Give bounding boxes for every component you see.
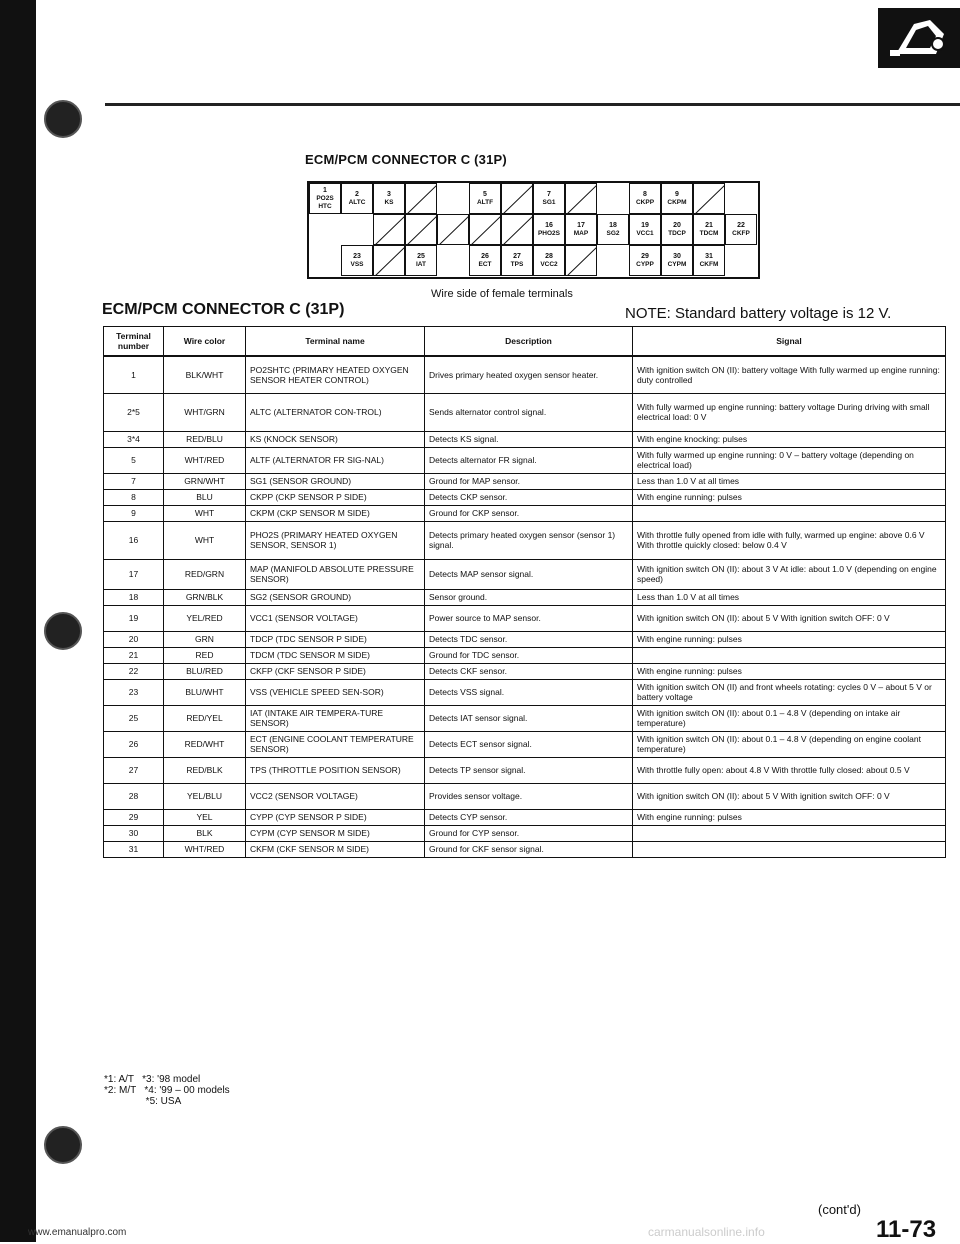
source-url: www.emanualpro.com	[28, 1227, 127, 1238]
table-row	[104, 393, 946, 431]
connector-pin	[693, 214, 725, 245]
empty-cavity	[501, 183, 533, 214]
pin-number: 27	[513, 252, 521, 260]
connector-pin	[309, 183, 341, 214]
pin-number: 5	[483, 190, 487, 198]
description-cell: Detects VSS signal.	[425, 679, 633, 705]
wire-color-cell: BLU/WHT	[164, 679, 246, 705]
wire-color-cell: YEL/RED	[164, 605, 246, 631]
connector-pin	[725, 214, 757, 245]
wire-color-cell: WHT	[164, 521, 246, 559]
description-cell: Detects CKP sensor.	[425, 489, 633, 505]
terminal-name-cell: CKFM (CKF SENSOR M SIDE)	[246, 841, 425, 857]
table-header-row	[104, 327, 946, 357]
table-row	[104, 489, 946, 505]
description-cell: Provides sensor voltage.	[425, 783, 633, 809]
signal-cell: With engine running: pulses	[633, 663, 946, 679]
wire-color-cell: BLK/WHT	[164, 356, 246, 393]
binding-edge	[0, 0, 36, 1242]
empty-cavity	[405, 183, 437, 214]
terminal-number-cell: 27	[104, 757, 164, 783]
table-row	[104, 705, 946, 731]
terminal-number-cell: 26	[104, 731, 164, 757]
pin-number: 9	[675, 190, 679, 198]
terminal-name-cell: ALTC (ALTERNATOR CON-TROL)	[246, 393, 425, 431]
terminal-table	[103, 326, 946, 858]
connector-pin	[341, 183, 373, 214]
empty-cavity	[373, 245, 405, 276]
table-row	[104, 647, 946, 663]
description-cell: Ground for TDC sensor.	[425, 647, 633, 663]
table-row	[104, 589, 946, 605]
watermark: carmanualsonline.info	[648, 1225, 765, 1239]
pin-label: PHO2S	[537, 229, 561, 237]
empty-cavity	[501, 214, 533, 245]
pin-label: MAP	[573, 229, 589, 237]
terminal-name-cell: CKFP (CKF SENSOR P SIDE)	[246, 663, 425, 679]
wire-color-cell: RED/BLU	[164, 431, 246, 447]
terminal-number-cell: 30	[104, 825, 164, 841]
page-number: 11-73	[876, 1216, 937, 1243]
signal-cell: With ignition switch ON (II) and front wheels rotating: cycles 0 V – about 5 V or battery voltage	[633, 679, 946, 705]
header-terminal-name: Terminal name	[246, 327, 425, 357]
signal-cell: With ignition switch ON (II): about 3 V At idle: about 1.0 V (depending on engine speed)	[633, 559, 946, 589]
header-wire-color: Wire color	[164, 327, 246, 357]
description-cell: Detects KS signal.	[425, 431, 633, 447]
punch-hole	[44, 1126, 82, 1164]
wire-color-cell: BLU/RED	[164, 663, 246, 679]
header-signal: Signal	[633, 327, 946, 357]
description-cell: Detects CYP sensor.	[425, 809, 633, 825]
wire-color-cell: WHT	[164, 505, 246, 521]
pin-number: 7	[547, 190, 551, 198]
wire-color-cell: RED/BLK	[164, 757, 246, 783]
signal-cell: With engine running: pulses	[633, 631, 946, 647]
terminal-name-cell: SG1 (SENSOR GROUND)	[246, 473, 425, 489]
pin-label: CKFM	[699, 260, 719, 268]
wire-color-cell: RED	[164, 647, 246, 663]
terminal-number-cell: 29	[104, 809, 164, 825]
table-row	[104, 783, 946, 809]
connector-pin	[533, 183, 565, 214]
footnote-line: *1: A/T *3: '98 model	[104, 1074, 201, 1085]
table-row	[104, 356, 946, 393]
pin-label: CYPP	[636, 260, 654, 268]
terminal-number-cell: 28	[104, 783, 164, 809]
table-row	[104, 825, 946, 841]
terminal-name-cell: PO2SHTC (PRIMARY HEATED OXYGEN SENSOR HEATER CONTROL)	[246, 356, 425, 393]
terminal-name-cell: VSS (VEHICLE SPEED SEN-SOR)	[246, 679, 425, 705]
pin-number: 28	[545, 252, 553, 260]
connector-title: ECM/PCM CONNECTOR C (31P)	[305, 152, 507, 167]
description-cell: Detects MAP sensor signal.	[425, 559, 633, 589]
signal-cell	[633, 647, 946, 663]
wire-color-cell: YEL	[164, 809, 246, 825]
pin-label: ALTC	[348, 198, 366, 206]
pin-number: 18	[609, 221, 617, 229]
wire-color-cell: WHT/RED	[164, 447, 246, 473]
terminal-name-cell: PHO2S (PRIMARY HEATED OXYGEN SENSOR, SENSOR 1)	[246, 521, 425, 559]
table-row	[104, 605, 946, 631]
description-cell: Detects primary heated oxygen sensor (sensor 1) signal.	[425, 521, 633, 559]
signal-cell: With ignition switch ON (II): about 5 V With ignition switch OFF: 0 V	[633, 783, 946, 809]
signal-cell: With ignition switch ON (II): about 0.1 – 4.8 V (depending on intake air temperature)	[633, 705, 946, 731]
pin-label: VCC2	[540, 260, 558, 268]
pin-number: 29	[641, 252, 649, 260]
empty-cavity	[405, 214, 437, 245]
connector-pin	[341, 245, 373, 276]
table-row	[104, 505, 946, 521]
description-cell: Ground for CKF sensor signal.	[425, 841, 633, 857]
terminal-name-cell: TDCP (TDC SENSOR P SIDE)	[246, 631, 425, 647]
empty-cavity	[437, 214, 469, 245]
table-row	[104, 679, 946, 705]
connector-pin	[501, 245, 533, 276]
pin-label: KS	[384, 198, 394, 206]
description-cell: Sends alternator control signal.	[425, 393, 633, 431]
empty-cavity	[373, 214, 405, 245]
empty-cavity	[469, 214, 501, 245]
continued-label: (cont'd)	[818, 1202, 861, 1217]
table-row	[104, 431, 946, 447]
pin-label: CKFP	[732, 229, 750, 237]
table-row	[104, 559, 946, 589]
signal-cell: Less than 1.0 V at all times	[633, 589, 946, 605]
table-row	[104, 663, 946, 679]
pin-label: TPS	[510, 260, 524, 268]
description-cell: Sensor ground.	[425, 589, 633, 605]
terminal-name-cell: TPS (THROTTLE POSITION SENSOR)	[246, 757, 425, 783]
table-row	[104, 731, 946, 757]
connector-pin	[629, 183, 661, 214]
pin-label: VSS	[350, 260, 364, 268]
empty-cavity	[693, 183, 725, 214]
wire-side-caption: Wire side of female terminals	[431, 288, 573, 300]
table-row	[104, 841, 946, 857]
engine-icon	[886, 14, 952, 62]
description-cell: Drives primary heated oxygen sensor heater.	[425, 356, 633, 393]
pin-label: IAT	[416, 260, 426, 268]
section-logo	[878, 8, 960, 68]
pin-label: CKPP	[635, 198, 655, 206]
signal-cell: With engine running: pulses	[633, 809, 946, 825]
pin-number: 31	[705, 252, 713, 260]
pin-number: 20	[673, 221, 681, 229]
description-cell: Detects alternator FR signal.	[425, 447, 633, 473]
section-title: ECM/PCM CONNECTOR C (31P)	[102, 301, 345, 318]
wire-color-cell: YEL/BLU	[164, 783, 246, 809]
terminal-number-cell: 19	[104, 605, 164, 631]
connector-pin	[661, 245, 693, 276]
signal-cell: Less than 1.0 V at all times	[633, 473, 946, 489]
signal-cell: With engine knocking: pulses	[633, 431, 946, 447]
description-cell: Power source to MAP sensor.	[425, 605, 633, 631]
header-rule	[105, 103, 960, 106]
empty-cavity	[565, 183, 597, 214]
pin-label: SG1	[542, 198, 556, 206]
signal-cell: With ignition switch ON (II): about 5 V With ignition switch OFF: 0 V	[633, 605, 946, 631]
description-cell: Detects TP sensor signal.	[425, 757, 633, 783]
terminal-number-cell: 23	[104, 679, 164, 705]
description-cell: Detects IAT sensor signal.	[425, 705, 633, 731]
terminal-name-cell: IAT (INTAKE AIR TEMPERA-TURE SENSOR)	[246, 705, 425, 731]
pin-number: 25	[417, 252, 425, 260]
punch-hole	[44, 100, 82, 138]
description-cell: Ground for CKP sensor.	[425, 505, 633, 521]
pin-label: TDCM	[699, 229, 719, 237]
pin-label: TDCP	[668, 229, 686, 237]
pin-number: 22	[737, 221, 745, 229]
pin-label: ECT	[478, 260, 492, 268]
pin-label: ALTF	[476, 198, 494, 206]
terminal-number-cell: 2*5	[104, 393, 164, 431]
terminal-number-cell: 25	[104, 705, 164, 731]
terminal-name-cell: ECT (ENGINE COOLANT TEMPERATURE SENSOR)	[246, 731, 425, 757]
table-row	[104, 521, 946, 559]
connector-pin	[661, 183, 693, 214]
signal-cell	[633, 841, 946, 857]
terminal-name-cell: CKPP (CKP SENSOR P SIDE)	[246, 489, 425, 505]
pin-number: 3	[387, 190, 391, 198]
terminal-name-cell: CYPP (CYP SENSOR P SIDE)	[246, 809, 425, 825]
wire-color-cell: RED/WHT	[164, 731, 246, 757]
connector-pin	[661, 214, 693, 245]
signal-cell: With ignition switch ON (II): about 0.1 – 4.8 V (depending on engine coolant temperature)	[633, 731, 946, 757]
terminal-name-cell: CYPM (CYP SENSOR M SIDE)	[246, 825, 425, 841]
terminal-number-cell: 9	[104, 505, 164, 521]
table-row	[104, 447, 946, 473]
signal-cell: With fully warmed up engine running: battery voltage During driving with small electrical load: 0 V	[633, 393, 946, 431]
pin-label: CKPM	[667, 198, 687, 206]
terminal-name-cell: MAP (MANIFOLD ABSOLUTE PRESSURE SENSOR)	[246, 559, 425, 589]
terminal-name-cell: ALTF (ALTERNATOR FR SIG-NAL)	[246, 447, 425, 473]
terminal-number-cell: 21	[104, 647, 164, 663]
wire-color-cell: GRN/WHT	[164, 473, 246, 489]
terminal-number-cell: 3*4	[104, 431, 164, 447]
pin-number: 30	[673, 252, 681, 260]
signal-cell: With throttle fully opened from idle with fully, warmed up engine: above 0.6 V With throttle quickly closed: below 0.4 V	[633, 521, 946, 559]
signal-cell	[633, 505, 946, 521]
terminal-name-cell: KS (KNOCK SENSOR)	[246, 431, 425, 447]
header-description: Description	[425, 327, 633, 357]
pin-label: PO2S HTC	[316, 194, 334, 210]
terminal-name-cell: VCC2 (SENSOR VOLTAGE)	[246, 783, 425, 809]
empty-cavity	[565, 245, 597, 276]
terminal-number-cell: 7	[104, 473, 164, 489]
wire-color-cell: GRN/BLK	[164, 589, 246, 605]
connector-pin	[533, 214, 565, 245]
connector-pin	[469, 183, 501, 214]
table-row	[104, 631, 946, 647]
header-terminal-number: Terminal number	[104, 327, 164, 357]
terminal-number-cell: 18	[104, 589, 164, 605]
connector-pin	[565, 214, 597, 245]
connector-pin	[405, 245, 437, 276]
wire-color-cell: WHT/GRN	[164, 393, 246, 431]
punch-hole	[44, 612, 82, 650]
table-row	[104, 809, 946, 825]
table-row	[104, 473, 946, 489]
terminal-number-cell: 5	[104, 447, 164, 473]
pin-number: 16	[545, 221, 553, 229]
wire-color-cell: RED/YEL	[164, 705, 246, 731]
connector-pin	[629, 214, 661, 245]
signal-cell: With engine running: pulses	[633, 489, 946, 505]
signal-cell	[633, 825, 946, 841]
terminal-number-cell: 8	[104, 489, 164, 505]
pin-label: SG2	[606, 229, 620, 237]
terminal-name-cell: VCC1 (SENSOR VOLTAGE)	[246, 605, 425, 631]
description-cell: Detects CKF sensor.	[425, 663, 633, 679]
connector-diagram	[307, 181, 760, 279]
pin-number: 19	[641, 221, 649, 229]
wire-color-cell: GRN	[164, 631, 246, 647]
footnote-line: *5: USA	[104, 1096, 182, 1107]
terminal-number-cell: 17	[104, 559, 164, 589]
footnote-line: *2: M/T *4: '99 – 00 models	[104, 1085, 230, 1096]
description-cell: Detects TDC sensor.	[425, 631, 633, 647]
description-cell: Ground for MAP sensor.	[425, 473, 633, 489]
connector-pin	[629, 245, 661, 276]
wire-color-cell: WHT/RED	[164, 841, 246, 857]
description-cell: Ground for CYP sensor.	[425, 825, 633, 841]
connector-pin	[693, 245, 725, 276]
terminal-number-cell: 16	[104, 521, 164, 559]
connector-pin	[533, 245, 565, 276]
terminal-name-cell: CKPM (CKP SENSOR M SIDE)	[246, 505, 425, 521]
pin-number: 8	[643, 190, 647, 198]
wire-color-cell: BLK	[164, 825, 246, 841]
pin-number: 17	[577, 221, 585, 229]
connector-pin	[597, 214, 629, 245]
terminal-number-cell: 1	[104, 356, 164, 393]
table-row	[104, 757, 946, 783]
terminal-number-cell: 20	[104, 631, 164, 647]
terminal-number-cell: 31	[104, 841, 164, 857]
terminal-name-cell: SG2 (SENSOR GROUND)	[246, 589, 425, 605]
pin-label: CYPM	[667, 260, 687, 268]
wire-color-cell: BLU	[164, 489, 246, 505]
pin-number: 21	[705, 221, 713, 229]
connector-pin	[373, 183, 405, 214]
description-cell: Detects ECT sensor signal.	[425, 731, 633, 757]
footnotes	[104, 1074, 230, 1107]
wire-color-cell: RED/GRN	[164, 559, 246, 589]
signal-cell: With ignition switch ON (II): battery voltage With fully warmed up engine running: duty controlled	[633, 356, 946, 393]
pin-number: 26	[481, 252, 489, 260]
terminal-number-cell: 22	[104, 663, 164, 679]
voltage-note: NOTE: Standard battery voltage is 12 V.	[625, 305, 892, 322]
signal-cell: With throttle fully open: about 4.8 V With throttle fully closed: about 0.5 V	[633, 757, 946, 783]
pin-number: 2	[355, 190, 359, 198]
terminal-name-cell: TDCM (TDC SENSOR M SIDE)	[246, 647, 425, 663]
pin-number: 23	[353, 252, 361, 260]
pin-label: VCC1	[636, 229, 654, 237]
connector-pin	[469, 245, 501, 276]
pin-number: 1	[323, 186, 327, 194]
signal-cell: With fully warmed up engine running: 0 V – battery voltage (depending on electrical load)	[633, 447, 946, 473]
